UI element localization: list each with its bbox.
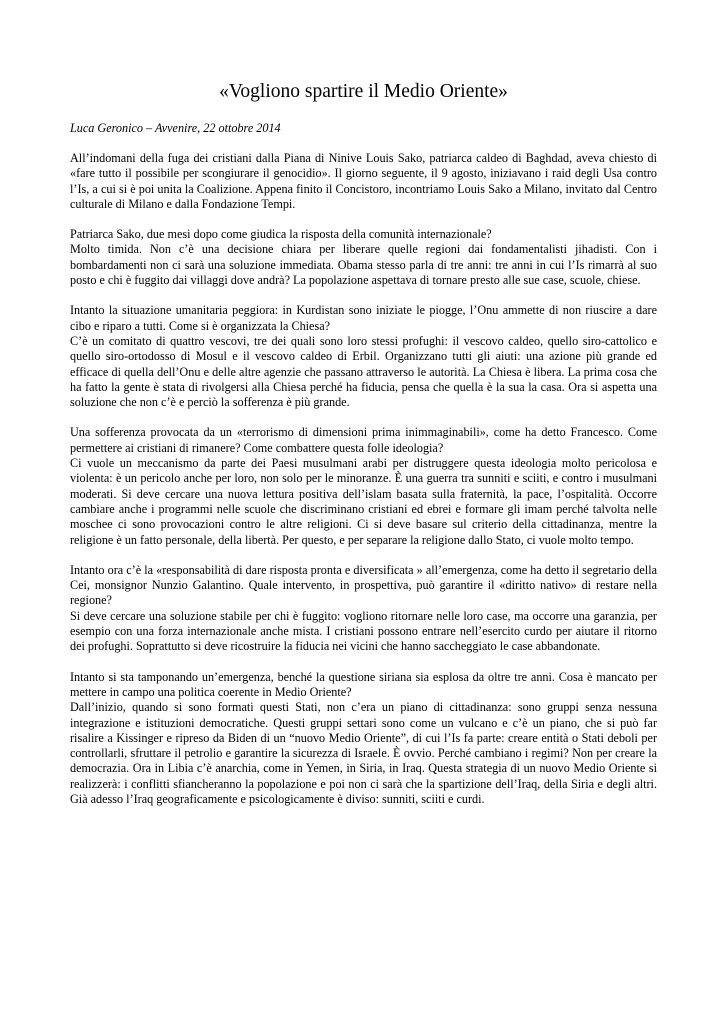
article-body xyxy=(70,151,657,822)
answer-line: Molto timida. Non c’è una decisione chiara per liberare quelle regioni dai fondamentalisti jihadisti. Con i bombardamenti non ci sarà una soluzione immediata. Obama stesso parla di tre anni: tre anni in cui l’Is rimarrà al suo posto e chi è fuggito dai villaggi dove andrà? La popolazione aspettava di tornare presto alle sue case, scuole, chiese. xyxy=(70,242,657,288)
question-line: Intanto la situazione umanitaria peggiora: in Kurdistan sono iniziate le piogge, l’Onu ammette di non riuscire a dare cibo e riparo a tutti. Come si è organizzata la Chiesa? xyxy=(70,303,657,333)
paragraph-line: All’indomani della fuga dei cristiani dalla Piana di Ninive Louis Sako, patriarca caldeo di Baghdad, aveva chiesto di «fare tutto il possibile per scongiurare il genocidio». Il giorno seguente, il 9 agosto, iniziavano i raid degli Usa contro l’Is, a cui si è poi unita la Coalizione. Appena finito il Concistoro, incontriamo Louis Sako a Milano, invitato dal Centro culturale di Milano e dalla Fondazione Tempi. xyxy=(70,151,657,211)
question-line: Patriarca Sako, due mesi dopo come giudica la risposta della comunità internazionale? xyxy=(70,227,492,242)
paragraph-qa-4 xyxy=(70,563,657,655)
paragraph-qa-5 xyxy=(70,670,657,808)
answer-line: Si deve cercare una soluzione stabile per chi è fuggito: vogliono ritornare nelle loro case, ma occorre una garanzia, per esempio con una forza internazionale anche mista. I cristiani possono entrare nell’esercito curdo per aiutare il ritorno dei profughi. Soprattutto si deve ricostruire la fiducia nei vicini che hanno saccheggiato le case abbandonate. xyxy=(70,608,657,654)
answer-line: Dall’inizio, quando si sono formati questi Stati, non c’era un piano di cittadinanza: sono gruppi senza nessuna integrazione e istituzioni democratiche. Questi gruppi settari sono come un vulcano e c’è un piano, che si può far risalire a Kissinger e ripreso da Biden di un “nuovo Medio Oriente”, di cui l’Is fa parte: creare entità o Stati deboli per controllarli, sfruttare il petrolio e garantire la sicurezza di Israele. È ovvio. Perché cambiano i regimi? Non per creare la democrazia. Ora in Libia c’è anarchia, come in Yemen, in Siria, in Iraq. Questa strategia di un nuovo Medio Oriente si realizzerà: i conflitti sfiancheranno la popolazione e poi non ci sarà che la spartizione dell’Iraq, della Siria e degli altri. Già adesso l’Iraq geograficamente e psicologicamente è diviso: sunniti, sciiti e curdi. xyxy=(70,700,657,806)
article-byline: Luca Geronico – Avvenire, 22 ottobre 2014 xyxy=(70,121,281,135)
paragraph-intro xyxy=(70,151,657,212)
paragraph-qa-2 xyxy=(70,303,657,410)
paragraph-qa-1 xyxy=(70,227,657,288)
article-title: «Vogliono spartire il Medio Oriente» xyxy=(219,81,508,102)
question-line: Una sofferenza provocata da un «terrorismo di dimensioni prima inimmaginabili», come ha detto Francesco. Come permettere ai cristiani di rimanere? Come combattere questa folle ideologia? xyxy=(70,425,657,455)
question-line: Intanto ora c’è la «responsabilità di dare risposta pronta e diversificata » all’emergenza, come ha detto il segretario della Cei, monsignor Nunzio Galantino. Quale intervento, in prospettiva, può garantire il «diritto nativo» di restare nella regione? xyxy=(70,562,657,608)
question-line: Intanto si sta tamponando un’emergenza, benché la questione siriana sia esplosa da oltre tre anni. Cosa è mancato per mettere in campo una politica coerente in Medio Oriente? xyxy=(70,669,657,699)
answer-line: C’è un comitato di quattro vescovi, tre dei quali sono loro stessi profughi: il vescovo caldeo, quello siro-cattolico e quello siro-ortodosso di Mosul e il vescovo caldeo di Erbil. Organizzano tutti gli aiuti: una azione più grande ed efficace di quella dell’Onu e delle altre agenzie che passano attraverso le autorità. La Chiesa è libera. La prima cosa che ha fatto la gente è stata di rivolgersi alla Chiesa perché ha fiducia, pensa che quella è la sua la casa. Ora si aspetta una soluzione che non c’è e perciò la sofferenza è più grande. xyxy=(70,333,657,410)
document-page xyxy=(70,0,657,1024)
answer-line: Ci vuole un meccanismo da parte dei Paesi musulmani arabi per distruggere questa ideologia molto pericolosa e violenta: è un pericolo anche per loro, non solo per le minoranze. È una guerra tra sunniti e sciiti, e contro i musulmani moderati. Si deve cercare una nuova lettura positiva dell’islam basata sulla fraternità, la pace, l’ospitalità. Occorre cambiare anche i programmi nelle scuole che discriminano cristiani ed ebrei e formare gli imam perché talvolta nelle moschee ci sono provocazioni contro le altre religioni. Ci si deve basare sul criterio della cittadinanza, mentre la religione è un fatto personale, della libertà. Per questo, e per separare la religione dallo Stato, ci vuole molto tempo. xyxy=(70,456,657,547)
paragraph-qa-3 xyxy=(70,425,657,547)
